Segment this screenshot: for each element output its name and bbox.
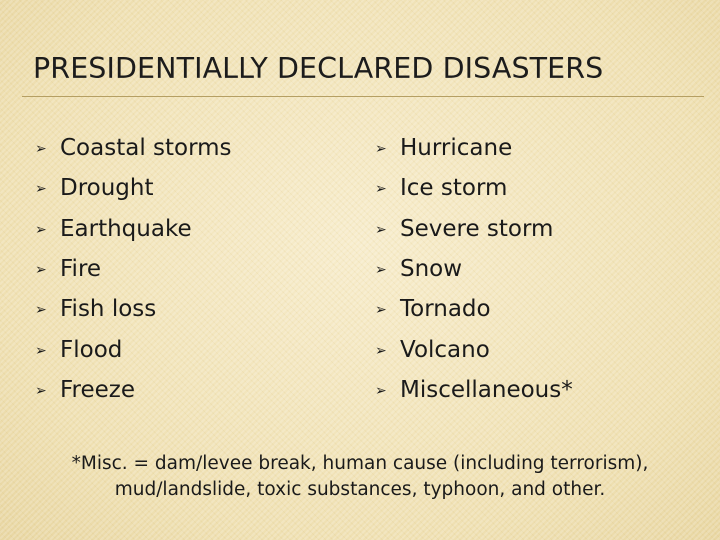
arrowhead-bullet-icon: ➢	[375, 342, 387, 359]
arrowhead-bullet-icon: ➢	[35, 221, 47, 238]
list-item	[375, 168, 573, 208]
arrowhead-bullet-icon: ➢	[375, 382, 387, 399]
arrowhead-bullet-icon: ➢	[35, 382, 47, 399]
list-item	[35, 289, 232, 329]
list-item-label: Freeze	[60, 376, 136, 403]
disaster-list-right	[375, 128, 573, 410]
list-item	[35, 370, 232, 410]
list-item	[35, 209, 232, 249]
list-item-label: Hurricane	[400, 135, 513, 162]
list-item-label: Snow	[400, 256, 463, 283]
list-item-label: Earthquake	[60, 215, 192, 242]
list-item	[375, 289, 573, 329]
arrowhead-bullet-icon: ➢	[375, 302, 387, 319]
disaster-list-left	[35, 128, 232, 410]
arrowhead-bullet-icon: ➢	[375, 181, 387, 198]
list-item	[375, 249, 573, 289]
list-item	[375, 209, 573, 249]
list-item-label: Miscellaneous*	[400, 376, 573, 403]
list-item-label: Fish loss	[60, 296, 157, 323]
list-item-label: Severe storm	[400, 215, 554, 242]
list-item-label: Volcano	[400, 336, 490, 363]
arrowhead-bullet-icon: ➢	[375, 262, 387, 279]
arrowhead-bullet-icon: ➢	[35, 262, 47, 279]
list-item-label: Tornado	[400, 296, 491, 323]
footnote-line-1: *Misc. = dam/levee break, human cause (including terrorism),	[71, 453, 649, 474]
footnote	[0, 451, 720, 503]
title-underline	[22, 96, 704, 97]
list-item	[35, 329, 232, 369]
arrowhead-bullet-icon: ➢	[375, 221, 387, 238]
list-item	[35, 128, 232, 168]
list-item	[375, 329, 573, 369]
list-item-label: Coastal storms	[60, 135, 232, 162]
arrowhead-bullet-icon: ➢	[35, 342, 47, 359]
arrowhead-bullet-icon: ➢	[375, 141, 387, 158]
arrowhead-bullet-icon: ➢	[35, 141, 47, 158]
list-item	[375, 370, 573, 410]
list-item	[35, 249, 232, 289]
list-item-label: Fire	[60, 256, 102, 283]
slide-title: PRESIDENTIALLY DECLARED DISASTERS	[33, 52, 604, 85]
arrowhead-bullet-icon: ➢	[35, 181, 47, 198]
list-item-label: Ice storm	[400, 175, 508, 202]
list-item-label: Flood	[60, 336, 123, 363]
list-item	[35, 168, 232, 208]
list-item-label: Drought	[60, 175, 154, 202]
list-item	[375, 128, 573, 168]
footnote-line-2: mud/landslide, toxic substances, typhoon, and other.	[114, 479, 606, 500]
arrowhead-bullet-icon: ➢	[35, 302, 47, 319]
